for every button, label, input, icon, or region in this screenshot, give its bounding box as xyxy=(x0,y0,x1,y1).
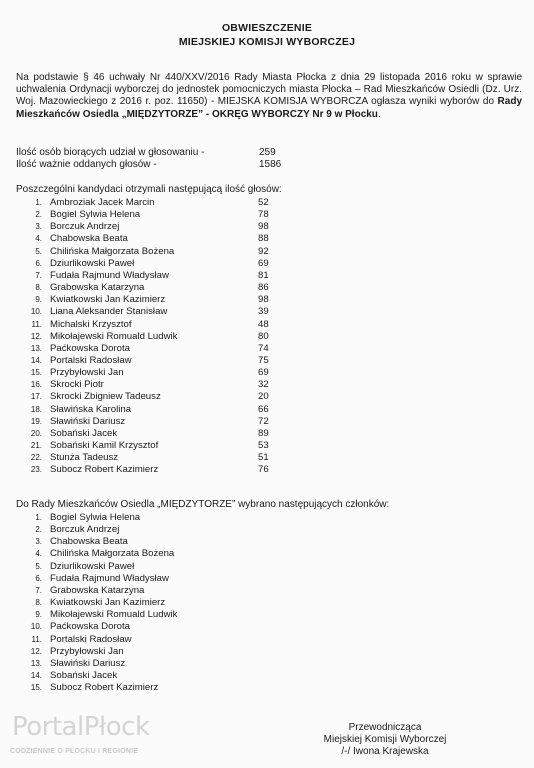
row-number: 8. xyxy=(35,598,42,608)
person-name: Sobański Jacek xyxy=(50,669,118,681)
intro-bold-text: Rady Mieszkańców Osiedla „MIĘDZYTORZE” - OKRĘG WYBORCZY Nr 9 w Płocku xyxy=(16,96,522,120)
row-number: 22. xyxy=(30,453,42,463)
vote-count: 98 xyxy=(258,221,269,233)
person-name: Skrocki Piotr xyxy=(50,379,104,391)
row-number: 20. xyxy=(30,428,42,438)
candidates-heading: Poszczególni kandydaci otrzymali następującą ilość głosów: xyxy=(16,184,282,195)
vote-count: 51 xyxy=(258,452,269,464)
row-number: 13. xyxy=(30,343,42,353)
person-name: Przybyłowski Jan xyxy=(50,367,124,379)
vote-count: 76 xyxy=(258,464,269,476)
row-number: 7. xyxy=(35,585,42,595)
person-name: Sławińska Karolina xyxy=(50,403,132,415)
person-name: Chabowska Beata xyxy=(50,233,128,245)
row-number: 5. xyxy=(35,561,42,571)
person-name: Subocz Robert Kazimierz xyxy=(50,464,159,476)
row-number: 7. xyxy=(35,270,42,280)
vote-count: 80 xyxy=(258,330,269,342)
row-number: 6. xyxy=(35,573,42,583)
document-subtitle: MIEJSKIEJ KOMISJI WYBORCZEJ xyxy=(178,36,356,48)
person-name: Grabowska Katarzyna xyxy=(50,584,145,596)
intro-text: Na podstawie § 46 uchwały Nr 440/XXV/2016 Rady Miasta Płocka z dnia 29 listopada 2016 roku w sprawie uchwalenia Ordynacji wyborczej do jednostek pomocniczych miasta Płocka – Rad Mieszkańców Osiedli (Dz. Urz. Woj. Mazowieckiego z 2016 r. poz. 11650) - MIEJSKA KOMISJA WYBORCZA ogłasza wyniki wyborów do xyxy=(16,72,522,108)
signature-name: /-/ Iwona Krajewska xyxy=(341,746,429,757)
vote-count: 92 xyxy=(258,245,269,257)
person-name: Subocz Robert Kazimierz xyxy=(50,682,159,694)
row-number: 17. xyxy=(30,392,42,402)
row-number: 12. xyxy=(30,646,42,656)
row-number: 3. xyxy=(35,222,42,232)
signature-block xyxy=(300,722,470,758)
person-name: Chabowska Beata xyxy=(50,536,128,548)
person-name: Chilińska Małgorzata Bożena xyxy=(50,548,175,560)
vote-count: 74 xyxy=(258,342,269,354)
row-number: 4. xyxy=(35,234,42,244)
row-number: 19. xyxy=(30,416,42,426)
person-name: Portalski Radosław xyxy=(50,633,132,645)
person-name: Bogiel Sylwia Helena xyxy=(50,209,141,221)
row-number: 9. xyxy=(35,610,42,620)
vote-count: 89 xyxy=(258,427,269,439)
person-name: Grabowska Katarzyna xyxy=(50,282,145,294)
person-name: Fudała Rajmund Władysław xyxy=(50,269,169,281)
vote-count: 66 xyxy=(258,403,269,415)
person-name: Mikołajewski Romuald Ludwik xyxy=(50,609,178,621)
stat-label: Ilość ważnie oddanych głosów - xyxy=(16,159,157,170)
row-number: 21. xyxy=(30,441,42,450)
person-name: Mikołajewski Romuald Ludwik xyxy=(50,330,178,342)
row-number: 10. xyxy=(30,622,42,632)
row-number: 11. xyxy=(31,634,42,644)
stat-valid-votes xyxy=(16,159,282,170)
vote-count: 39 xyxy=(258,306,269,318)
row-number: 8. xyxy=(35,283,42,293)
person-name: Bogiel Sylwia Helena xyxy=(50,512,141,523)
row-number: 13. xyxy=(30,658,42,668)
vote-count: 69 xyxy=(258,257,269,269)
vote-count: 72 xyxy=(258,415,269,427)
vote-count: 32 xyxy=(258,379,269,391)
row-number: 1. xyxy=(35,198,42,207)
logo-text: PortalPłock xyxy=(12,712,150,742)
row-number: 14. xyxy=(30,670,42,680)
row-number: 15. xyxy=(30,683,42,693)
person-name: Stunża Tadeusz xyxy=(50,452,119,464)
row-number: 12. xyxy=(30,331,42,341)
row-number: 4. xyxy=(35,549,42,559)
vote-count: 88 xyxy=(258,233,269,245)
row-number: 3. xyxy=(35,537,42,547)
row-number: 9. xyxy=(35,295,42,305)
person-name: Portalski Radosław xyxy=(50,354,132,366)
person-name: Paćkowska Dorota xyxy=(50,621,130,633)
intro-paragraph xyxy=(16,72,522,121)
vote-count: 78 xyxy=(258,209,269,221)
vote-count: 53 xyxy=(258,440,269,451)
signature-committee: Miejskiej Komisji Wyborczej xyxy=(323,734,447,745)
vote-count: 81 xyxy=(258,269,269,281)
vote-count: 75 xyxy=(258,354,269,366)
person-name: Ambroziak Jacek Marcin xyxy=(50,197,155,208)
row-number: 16. xyxy=(30,380,42,390)
vote-count: 20 xyxy=(258,391,269,403)
logo-tagline: CODZIENNIE O PŁOCKU I REGIONIE xyxy=(10,748,139,755)
elected-heading: Do Rady Mieszkańców Osiedla „MIĘDZYTORZE” wybrano następujących członków: xyxy=(16,499,390,510)
person-name: Sobański Kamil Krzysztof xyxy=(50,440,159,451)
stat-turnout xyxy=(16,147,276,158)
row-number: 2. xyxy=(35,525,42,535)
person-name: Sobański Jacek xyxy=(50,427,118,439)
row-number: 6. xyxy=(35,258,42,268)
vote-count: 86 xyxy=(258,282,269,294)
vote-count: 98 xyxy=(258,294,269,306)
person-name: Borczuk Andrzej xyxy=(50,221,120,233)
vote-count: 69 xyxy=(258,367,269,379)
person-name: Paćkowska Dorota xyxy=(50,342,130,354)
person-name: Sławiński Dariusz xyxy=(50,415,126,427)
row-number: 10. xyxy=(30,307,42,317)
person-name: Michalski Krzysztof xyxy=(50,318,132,330)
vote-count: 48 xyxy=(258,318,269,330)
watermark-logo xyxy=(8,712,183,764)
stat-value: 259 xyxy=(259,147,276,158)
stat-value: 1586 xyxy=(259,159,282,170)
person-name: Kwiatkowski Jan Kazimierz xyxy=(50,597,166,609)
row-number: 1. xyxy=(35,513,42,522)
vote-count: 52 xyxy=(258,197,269,208)
person-name: Dziurlikowski Paweł xyxy=(50,560,135,572)
person-name: Borczuk Andrzej xyxy=(50,524,120,536)
row-number: 23. xyxy=(30,465,42,475)
row-number: 15. xyxy=(30,368,42,378)
row-number: 5. xyxy=(35,246,42,256)
person-name: Skrocki Zbigniew Tadeusz xyxy=(50,391,161,403)
stat-label: Ilość osób biorących udział w głosowaniu - xyxy=(16,147,205,158)
signature-role: Przewodnicząca xyxy=(348,722,422,733)
person-name: Przybyłowski Jan xyxy=(50,645,124,657)
person-name: Kwiatkowski Jan Kazimierz xyxy=(50,294,166,306)
row-number: 14. xyxy=(30,355,42,365)
person-name: Dziurlikowski Paweł xyxy=(50,257,135,269)
person-name: Liana Aleksander Stanisław xyxy=(50,306,168,318)
row-number: 11. xyxy=(31,319,42,329)
intro-end: . xyxy=(377,108,381,120)
document-title: OBWIESZCZENIE xyxy=(221,22,313,34)
person-name: Chilińska Małgorzata Bożena xyxy=(50,245,175,257)
row-number: 18. xyxy=(30,404,42,414)
person-name: Sławiński Dariusz xyxy=(50,657,126,669)
row-number: 2. xyxy=(35,210,42,220)
person-name: Fudała Rajmund Władysław xyxy=(50,572,169,584)
